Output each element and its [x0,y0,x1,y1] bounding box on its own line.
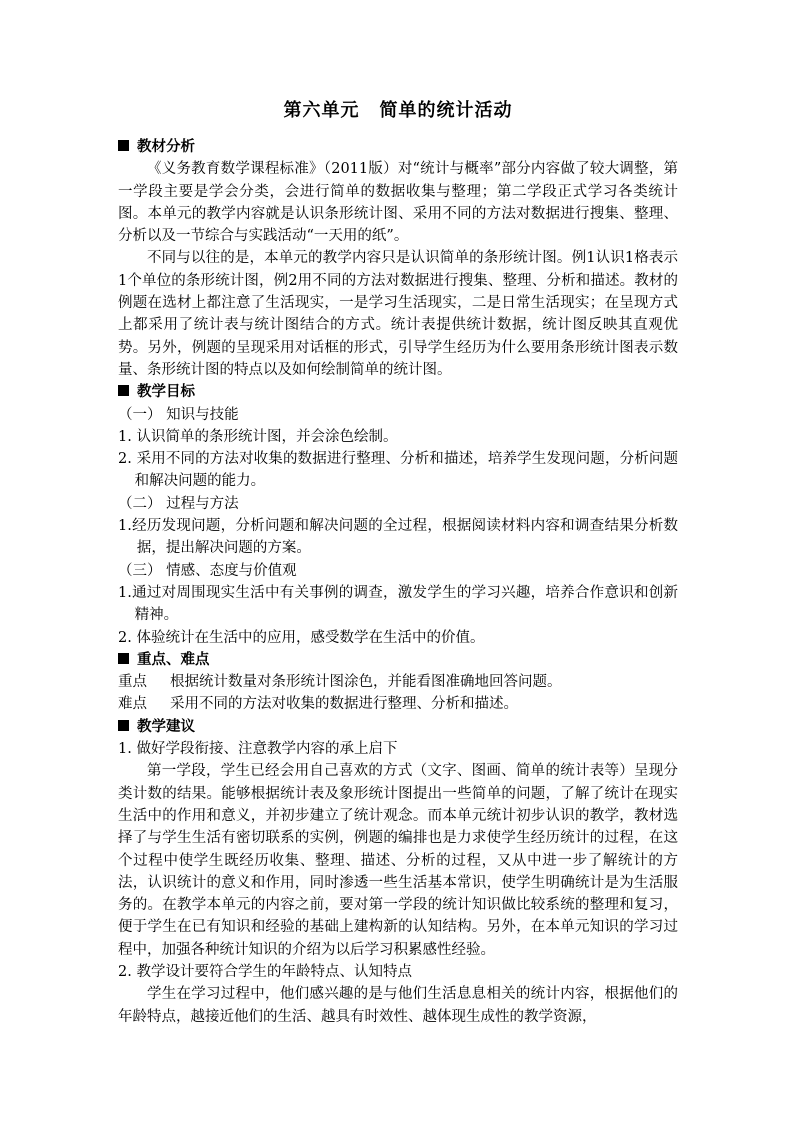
key-point-label: 重点 [118,674,147,691]
square-bullet-icon [118,385,129,396]
title-part2: 简单的统计活动 [379,100,513,121]
analysis-paragraph-1: 《义务教育数学课程标准》（2011版）对“统计与概率”部分内容做了较大调整，第一学段主要是学会分类，会进行简单的数据收集与整理；第二学段正式学习各类统计图。本单元的教学内容就是认识条形统计图、采用不同的方法对数据进行搜集、整理、分析以及一节综合与实践活动“一天用的纸”。 [118,161,678,245]
goal-item: 1.通过对周围现实生活中有关事例的调查，激发学生的学习兴趣，培养合作意识和创新精神。 [118,584,678,624]
suggestion-subtitle-2: 2. 教学设计要符合学生的年龄特点、认知特点 [118,963,412,980]
goal-item: 2. 体验统计在生活中的应用，感受数学在生活中的价值。 [118,629,485,646]
key-point-text: 根据统计数量对条形统计图涂色，并能看图准确地回答问题。 [170,674,562,691]
difficulty-label: 难点 [118,696,147,713]
goal-subtitle-2: （二） 过程与方法 [118,495,239,512]
key-point-line [118,671,678,693]
suggestion-paragraph-2: 学生在学习过程中，他们感兴趣的是与他们生活息息相关的统计内容，根据他们的年龄特点，越接近他们的生活、越具有时效性、越体现生成性的教学资源， [118,986,678,1025]
goal-item: 2. 采用不同的方法对收集的数据进行整理、分析和描述，培养学生发现问题，分析问题和解决问题的能力。 [118,451,678,490]
title-part1: 第六单元 [283,100,360,121]
suggestion-paragraph-1: 第一学段，学生已经会用自己喜欢的方式（文字、图画、简单的统计表等）呈现分类计数的结果。能够根据统计表及象形统计图提出一些简单的问题，了解了统计在现实生活中的作用和意义，并初步建立了统计观念。而本单元统计初步认识的教学，教材选择了与学生生活有密切联系的实例，例题的编排也是力求使学生经历统计的过程，在这个过程中使学生既经历收集、整理、描述、分析的过程，又从中进一步了解统计的方法，认识统计的意义和作用，同时渗透一些生活基本常识，使学生明确统计是为生活服务的。在教学本单元的内容之前，要对第一学段的统计知识做比较系统的整理和复习，便于学生在已有知识和经验的基础上建构新的认知结构。另外，在本单元知识的学习过程中，加强各种统计知识的介绍为以后学习积累感性经验。 [118,763,678,958]
square-bullet-icon [118,140,129,151]
document-page [118,100,678,1028]
square-bullet-icon [118,720,129,731]
goal-subtitle-1: （一） 知识与技能 [118,406,239,423]
page-title [118,100,678,122]
section-heading-analysis: 教材分析 [118,136,678,158]
section-heading-key-points: 重点、难点 [118,649,678,671]
suggestion-subtitle-1: 1. 做好学段衔接、注意教学内容的承上启下 [118,741,398,758]
goal-subtitle-3: （三） 情感、态度与价值观 [118,562,297,579]
difficulty-text: 采用不同的方法对收集的数据进行整理、分析和描述。 [170,696,518,713]
section-heading-goals: 教学目标 [118,381,678,403]
difficulty-line [118,693,678,715]
analysis-paragraph-2: 不同与以往的是，本单元的教学内容只是认识简单的条形统计图。例1认识1格表示1个单位的条形统计图，例2用不同的方法对数据进行搜集、整理、分析和描述。教材的例题在选材上都注意了生活现实，一是学习生活现实，二是日常生活现实；在呈现方式上都采用了统计表与统计图结合的方式。统计表提供统计数据，统计图反映其直观优势。另外，例题的呈现采用对话框的形式，引导学生经历为什么要用条形统计图表示数量、条形统计图的特点以及如何绘制简单的统计图。 [118,250,678,378]
goal-item: 1. 认识简单的条形统计图，并会涂色绘制。 [118,428,398,445]
section-heading-suggestions: 教学建议 [118,716,678,738]
square-bullet-icon [118,653,129,664]
goal-item: 1.经历发现问题，分析问题和解决问题的全过程，根据阅读材料内容和调查结果分析数据，提出解决问题的方案。 [118,518,678,557]
